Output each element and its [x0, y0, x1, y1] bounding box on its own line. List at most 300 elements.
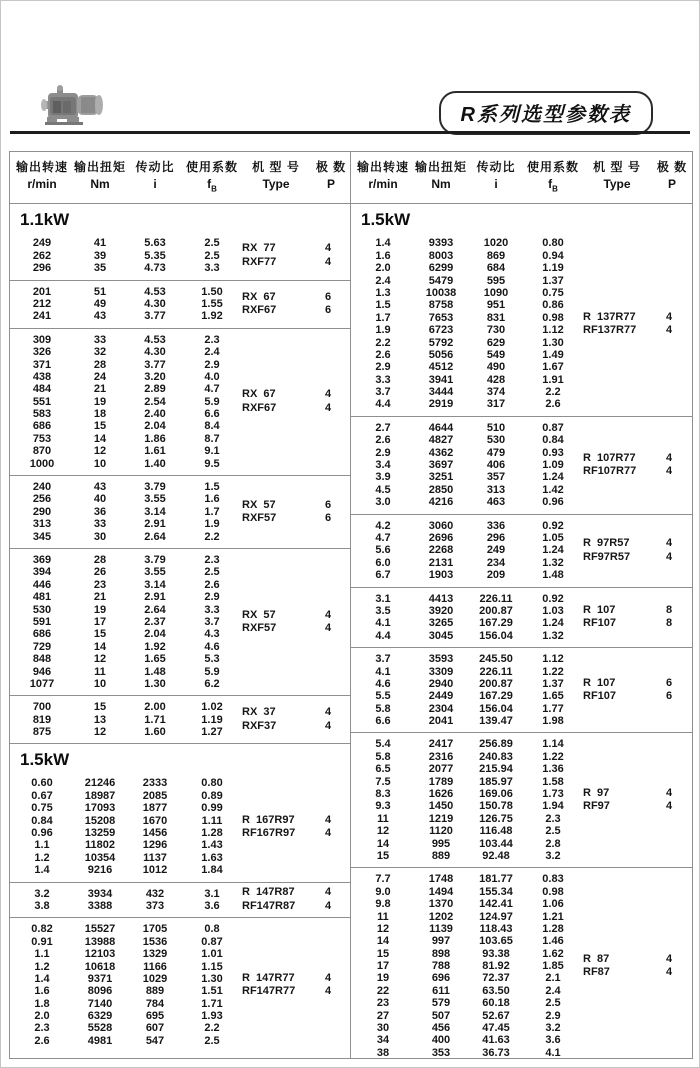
cell-ratio: 432 [145, 887, 165, 900]
cell-ratio: 951 [486, 299, 506, 312]
cell-service-factor: 2.5 [204, 566, 220, 579]
header-unit-label [312, 176, 350, 197]
cell-ratio: 2085 [142, 789, 168, 802]
cell-ratio: 549 [486, 348, 506, 361]
model-row [583, 617, 689, 631]
cell-service-factor: 2.9 [545, 1009, 561, 1022]
cell-output-speed: 15 [376, 849, 390, 862]
pole-count: 4 [324, 706, 332, 719]
cell-output-torque: 4827 [428, 434, 454, 447]
model-row [583, 953, 689, 967]
cell-output-speed: 729 [32, 640, 52, 653]
cell-ratio: 296 [486, 531, 506, 544]
cell-output-speed: 2.7 [375, 421, 391, 434]
cell-output-speed: 201 [32, 285, 52, 298]
power-section [10, 743, 350, 1052]
cell-service-factor: 5.3 [204, 653, 220, 666]
cell-ratio: 2.37 [144, 615, 166, 628]
pole-count: 4 [665, 786, 673, 799]
cell-service-factor: 0.87 [201, 935, 223, 948]
cell-output-speed: 1.6 [375, 249, 391, 262]
cell-service-factor: 0.80 [201, 777, 223, 790]
cell-service-factor: 1.37 [542, 274, 564, 287]
cell-output-torque: 14 [93, 432, 107, 445]
model-type: R 97 [583, 786, 610, 799]
pole-count: 4 [665, 952, 673, 965]
cell-service-factor: 1.32 [542, 629, 564, 642]
header-unit-label [415, 176, 467, 197]
cell-service-factor: 1.65 [542, 690, 564, 703]
pole-count: 4 [324, 971, 332, 984]
cell-output-torque: 6299 [428, 262, 454, 275]
cell-ratio: 2.54 [144, 395, 166, 408]
pole-count: 4 [665, 465, 673, 478]
model-type: RXF37 [242, 719, 277, 732]
cell-ratio: 226.11 [479, 665, 513, 678]
cell-service-factor: 0.75 [542, 286, 564, 299]
cell-output-speed: 2.9 [375, 446, 391, 459]
pole-count: 4 [324, 608, 332, 621]
cell-output-torque: 15208 [84, 814, 116, 827]
cell-service-factor: 2.9 [204, 358, 220, 371]
cell-output-torque: 40 [93, 493, 107, 506]
data-block [10, 882, 350, 918]
cell-ratio: 139.47 [479, 715, 513, 728]
header-unit-text: P [667, 177, 676, 191]
cell-output-torque: 8096 [87, 985, 113, 998]
cell-service-factor: 1.55 [201, 297, 223, 310]
cell-output-speed: 212 [32, 297, 52, 310]
header-unit-text: Nm [431, 177, 451, 191]
cell-service-factor: 1.22 [542, 750, 564, 763]
cell-service-factor: 2.5 [204, 1034, 220, 1047]
cell-output-speed: 9.0 [375, 885, 391, 898]
pole-count: 4 [324, 388, 332, 401]
cell-output-speed: 309 [32, 333, 52, 346]
cell-output-torque: 4362 [428, 446, 454, 459]
cell-ratio: 116.48 [479, 825, 513, 838]
cell-ratio: 317 [486, 398, 506, 411]
cell-ratio: 1.86 [144, 432, 166, 445]
column-header-cell [184, 159, 240, 197]
pole-count: 6 [324, 290, 332, 303]
cell-output-speed: 2.3 [34, 1022, 50, 1035]
cell-output-torque: 1748 [428, 873, 454, 886]
series-title-badge [439, 91, 653, 135]
cell-ratio: 1.71 [144, 713, 166, 726]
model-type: RF107R77 [583, 465, 637, 478]
model-type: R 147R87 [242, 886, 295, 899]
cell-output-speed: 3.1 [375, 592, 391, 605]
cell-ratio: 36.73 [482, 1046, 510, 1058]
cell-service-factor: 1.30 [201, 972, 223, 985]
cell-output-speed: 12 [376, 825, 390, 838]
cell-ratio: 373 [145, 899, 165, 912]
cell-output-speed: 1.6 [34, 985, 50, 998]
pole-count: 4 [665, 310, 673, 323]
cell-output-speed: 481 [32, 591, 52, 604]
cell-output-torque: 8758 [428, 299, 454, 312]
cell-output-torque: 35 [93, 262, 107, 275]
cell-ratio: 784 [145, 997, 165, 1010]
cell-ratio: 313 [486, 483, 506, 496]
cell-output-speed: 875 [32, 726, 52, 739]
cell-output-torque: 23 [93, 578, 107, 591]
pole-count: 4 [324, 899, 332, 912]
header-cn-label: 输出转速 [15, 160, 68, 174]
model-row [583, 677, 689, 691]
cell-service-factor: 1.84 [201, 864, 223, 877]
cell-output-torque: 32 [93, 346, 107, 359]
cell-service-factor: 1.12 [542, 653, 564, 666]
cell-output-torque: 11802 [85, 839, 115, 852]
cell-service-factor: 0.83 [542, 873, 564, 886]
cell-output-torque: 36 [93, 505, 107, 518]
data-block [10, 280, 350, 328]
cell-output-speed: 591 [32, 615, 52, 628]
cell-ratio: 2.91 [144, 591, 166, 604]
cell-output-speed: 4.4 [375, 629, 391, 642]
cell-ratio: 530 [486, 434, 506, 447]
cell-service-factor: 1.43 [201, 839, 223, 852]
cell-output-torque: 4512 [428, 361, 454, 374]
cell-ratio: 2.91 [144, 518, 166, 531]
cell-output-speed: 290 [32, 505, 52, 518]
cell-ratio: 240.83 [479, 750, 513, 763]
column-header-row [351, 152, 692, 204]
cell-output-torque: 997 [431, 935, 451, 948]
cell-ratio: 124.97 [479, 910, 513, 923]
header-cn-label: 传动比 [476, 160, 516, 174]
cell-ratio: 181.77 [479, 873, 513, 886]
cell-output-speed: 22 [376, 984, 390, 997]
cell-output-speed: 870 [32, 445, 52, 458]
model-list [583, 733, 689, 867]
cell-output-torque: 13 [93, 713, 107, 726]
cell-service-factor: 4.7 [204, 383, 220, 396]
masthead-rule [10, 131, 690, 134]
cell-ratio: 156.04 [479, 629, 513, 642]
power-section [351, 204, 692, 1058]
cell-service-factor: 1.5 [204, 481, 220, 494]
cell-output-torque: 18987 [84, 789, 116, 802]
cell-service-factor: 6.2 [204, 677, 220, 690]
cell-output-torque: 15527 [84, 923, 116, 936]
cell-ratio: 60.18 [482, 997, 510, 1010]
cell-service-factor: 4.3 [204, 628, 220, 641]
cell-output-torque: 10354 [84, 851, 116, 864]
cell-output-speed: 1.5 [375, 299, 391, 312]
cell-ratio: 1329 [142, 948, 168, 961]
header-unit-text: Type [262, 177, 290, 191]
cell-output-speed: 1.1 [34, 948, 50, 961]
model-type: RXF67 [242, 401, 277, 414]
cell-service-factor: 0.98 [542, 311, 564, 324]
cell-output-torque: 24 [93, 370, 107, 383]
cell-output-torque: 10038 [425, 286, 457, 299]
pole-count: 8 [665, 617, 673, 630]
header-unit-label [653, 176, 691, 197]
cell-output-torque: 4216 [428, 496, 454, 509]
cell-service-factor: 2.2 [545, 386, 561, 399]
cell-output-torque: 6723 [428, 324, 454, 337]
header-unit-label [351, 176, 415, 197]
cell-output-speed: 4.2 [375, 519, 391, 532]
cell-service-factor: 1.22 [542, 665, 564, 678]
model-row [583, 311, 689, 325]
cell-output-torque: 1219 [428, 812, 454, 825]
header-cn-label: 极 数 [315, 160, 347, 174]
column-header-cell [467, 159, 525, 197]
model-type: RF97 [583, 800, 610, 813]
cell-service-factor: 8.4 [204, 420, 220, 433]
header-unit-label [10, 176, 74, 197]
cell-output-speed: 2.6 [375, 348, 391, 361]
header-unit-text: i [153, 177, 157, 191]
cell-output-speed: 371 [32, 358, 52, 371]
cell-service-factor: 2.4 [204, 346, 220, 359]
cell-ratio: 2.64 [144, 603, 166, 616]
model-row [242, 499, 348, 513]
cell-output-speed: 1.4 [34, 864, 50, 877]
cell-service-factor: 2.5 [204, 249, 220, 262]
cell-ratio: 2.64 [144, 530, 166, 543]
cell-output-speed: 2.4 [375, 274, 391, 287]
cell-ratio: 2.00 [144, 701, 166, 714]
cell-output-speed: 2.6 [34, 1034, 50, 1047]
cell-ratio: 1536 [142, 935, 168, 948]
cell-output-torque: 13988 [84, 935, 116, 948]
cell-output-speed: 1.2 [34, 851, 50, 864]
cell-output-speed: 0.96 [31, 827, 53, 840]
cell-output-torque: 13259 [84, 827, 116, 840]
cell-output-torque: 14 [93, 640, 107, 653]
cell-service-factor: 0.87 [542, 421, 564, 434]
cell-output-torque: 19 [93, 603, 107, 616]
pole-count: 4 [324, 242, 332, 255]
data-block [351, 867, 692, 1058]
cell-ratio: 3.14 [144, 505, 166, 518]
cell-output-speed: 0.84 [31, 814, 53, 827]
cell-output-torque: 12 [93, 445, 107, 458]
model-row [242, 609, 348, 623]
cell-service-factor: 1.94 [542, 800, 564, 813]
model-type: R 167R97 [242, 813, 295, 826]
model-type: RX 57 [242, 608, 276, 621]
cell-output-speed: 6.0 [375, 556, 391, 569]
header-unit-subscript: B [211, 184, 217, 194]
model-type: RF97R57 [583, 550, 631, 563]
cell-output-torque: 611 [432, 984, 450, 997]
pole-count: 6 [665, 676, 673, 689]
model-type: RX 67 [242, 290, 276, 303]
cell-ratio: 374 [486, 386, 506, 399]
cell-service-factor: 1.09 [542, 459, 564, 472]
cell-service-factor: 1.50 [201, 285, 223, 298]
cell-ratio: 1.61 [144, 445, 166, 458]
model-type: RF147R77 [242, 985, 296, 998]
cell-output-torque: 15 [93, 628, 107, 641]
cell-output-speed: 1.7 [375, 311, 391, 324]
cell-output-speed: 1077 [29, 677, 55, 690]
cell-output-speed: 2.2 [375, 336, 391, 349]
column-header-cell [126, 159, 184, 197]
cell-output-torque: 1120 [429, 825, 453, 838]
cell-ratio: 200.87 [479, 677, 513, 690]
model-row [242, 242, 348, 256]
cell-output-speed: 3.5 [375, 604, 391, 617]
cell-service-factor: 1.37 [542, 677, 564, 690]
cell-output-torque: 12103 [84, 948, 116, 961]
cell-output-torque: 9216 [87, 864, 113, 877]
cell-output-torque: 10 [93, 677, 107, 690]
cell-output-torque: 21246 [84, 777, 116, 790]
model-type: R 97R57 [583, 537, 630, 550]
cell-output-speed: 530 [32, 603, 52, 616]
model-type: R 107R77 [583, 451, 636, 464]
cell-ratio: 3.79 [144, 481, 166, 494]
cell-ratio: 81.92 [482, 960, 510, 973]
cell-output-speed: 6.6 [375, 715, 391, 728]
header-unit-label [581, 176, 653, 197]
pole-count: 4 [324, 622, 332, 635]
column-header-row [10, 152, 350, 204]
data-block [351, 416, 692, 514]
model-list [242, 549, 348, 695]
cell-output-torque: 28 [93, 553, 107, 566]
cell-service-factor: 1.12 [542, 324, 564, 337]
cell-service-factor: 1.24 [542, 617, 564, 630]
cell-output-speed: 326 [32, 346, 52, 359]
cell-ratio: 4.73 [144, 262, 166, 275]
cell-output-torque: 9371 [87, 972, 113, 985]
cell-service-factor: 0.92 [542, 592, 564, 605]
cell-output-torque: 5479 [428, 274, 454, 287]
cell-output-torque: 2304 [428, 702, 454, 715]
cell-output-torque: 696 [431, 972, 451, 985]
selection-parameter-table [9, 151, 693, 1059]
cell-output-speed: 7.5 [375, 775, 391, 788]
cell-output-torque: 1370 [428, 898, 454, 911]
cell-output-speed: 11 [377, 910, 389, 923]
cell-ratio: 4.53 [144, 285, 166, 298]
model-list [242, 918, 348, 1052]
header-cn-label: 极 数 [656, 160, 688, 174]
cell-ratio: 1877 [142, 802, 168, 815]
cell-service-factor: 3.2 [545, 1022, 561, 1035]
cell-service-factor: 1.85 [542, 960, 564, 973]
model-row [242, 972, 348, 986]
cell-output-torque: 21 [93, 383, 107, 396]
cell-service-factor: 1.03 [542, 604, 564, 617]
power-rating-heading: 1.1kW [20, 210, 70, 230]
cell-service-factor: 1.62 [542, 947, 564, 960]
cell-ratio: 1.65 [144, 653, 166, 666]
model-row [242, 900, 348, 914]
cell-service-factor: 1.24 [542, 544, 564, 557]
model-list [583, 232, 689, 415]
pole-count: 4 [324, 813, 332, 826]
cell-output-torque: 10 [93, 457, 107, 470]
cell-ratio: 92.48 [482, 849, 510, 862]
cell-output-speed: 3.7 [375, 653, 391, 666]
cell-ratio: 209 [486, 569, 506, 582]
pole-count: 4 [324, 719, 332, 732]
model-type: RXF57 [242, 622, 277, 635]
cell-service-factor: 1.05 [542, 531, 564, 544]
cell-service-factor: 3.6 [545, 1034, 561, 1047]
cell-ratio: 150.78 [479, 800, 513, 813]
cell-output-torque: 3920 [428, 604, 454, 617]
cell-output-speed: 848 [32, 653, 52, 666]
cell-output-speed: 313 [32, 518, 52, 531]
data-block [10, 917, 350, 1052]
header-unit-text: r/min [27, 177, 57, 191]
cell-output-speed: 5.5 [375, 690, 391, 703]
cell-ratio: 1670 [142, 814, 168, 827]
cell-output-speed: 5.8 [375, 750, 391, 763]
cell-output-torque: 39 [93, 249, 107, 262]
cell-service-factor: 1.28 [201, 827, 223, 840]
cell-service-factor: 0.84 [542, 434, 564, 447]
cell-output-torque: 1202 [428, 910, 454, 923]
cell-output-speed: 1000 [29, 457, 55, 470]
cell-output-speed: 369 [32, 553, 52, 566]
power-rating-heading: 1.5kW [20, 750, 70, 770]
column-header-cell [653, 159, 691, 197]
cell-ratio: 463 [486, 496, 506, 509]
cell-ratio: 2.40 [144, 408, 166, 421]
pole-count: 6 [324, 304, 332, 317]
cell-output-torque: 3444 [428, 386, 454, 399]
cell-ratio: 3.55 [144, 566, 166, 579]
cell-ratio: 1705 [142, 923, 168, 936]
cell-ratio: 547 [145, 1034, 165, 1047]
cell-service-factor: 2.4 [545, 984, 561, 997]
model-row [242, 304, 348, 318]
cell-ratio: 1029 [142, 972, 168, 985]
cell-output-speed: 38 [376, 1046, 390, 1058]
cell-output-torque: 579 [431, 997, 451, 1010]
cell-output-torque: 5528 [87, 1022, 113, 1035]
cell-ratio: 3.77 [144, 358, 166, 371]
pole-count: 4 [324, 401, 332, 414]
cell-service-factor: 1.42 [542, 483, 564, 496]
cell-output-torque: 51 [93, 285, 107, 298]
pole-count: 6 [665, 690, 673, 703]
cell-service-factor: 2.5 [204, 237, 220, 250]
cell-output-speed: 4.5 [375, 483, 391, 496]
model-type: RX 37 [242, 706, 276, 719]
cell-output-torque: 2850 [428, 483, 454, 496]
cell-output-speed: 4.7 [375, 531, 391, 544]
cell-output-torque: 3934 [87, 887, 113, 900]
model-row [583, 787, 689, 801]
model-list [583, 648, 689, 732]
model-row [242, 388, 348, 402]
cell-service-factor: 1.92 [201, 310, 223, 323]
cell-ratio: 142.41 [479, 898, 513, 911]
table-half-left [10, 152, 351, 1058]
cell-output-torque: 7140 [87, 997, 113, 1010]
cell-service-factor: 1.48 [542, 569, 564, 582]
pole-count: 4 [324, 255, 332, 268]
model-type: RXF77 [242, 255, 277, 268]
cell-ratio: 4.30 [144, 346, 166, 359]
cell-output-torque: 889 [431, 849, 451, 862]
cell-output-speed: 753 [32, 432, 52, 445]
cell-output-torque: 507 [431, 1009, 451, 1022]
